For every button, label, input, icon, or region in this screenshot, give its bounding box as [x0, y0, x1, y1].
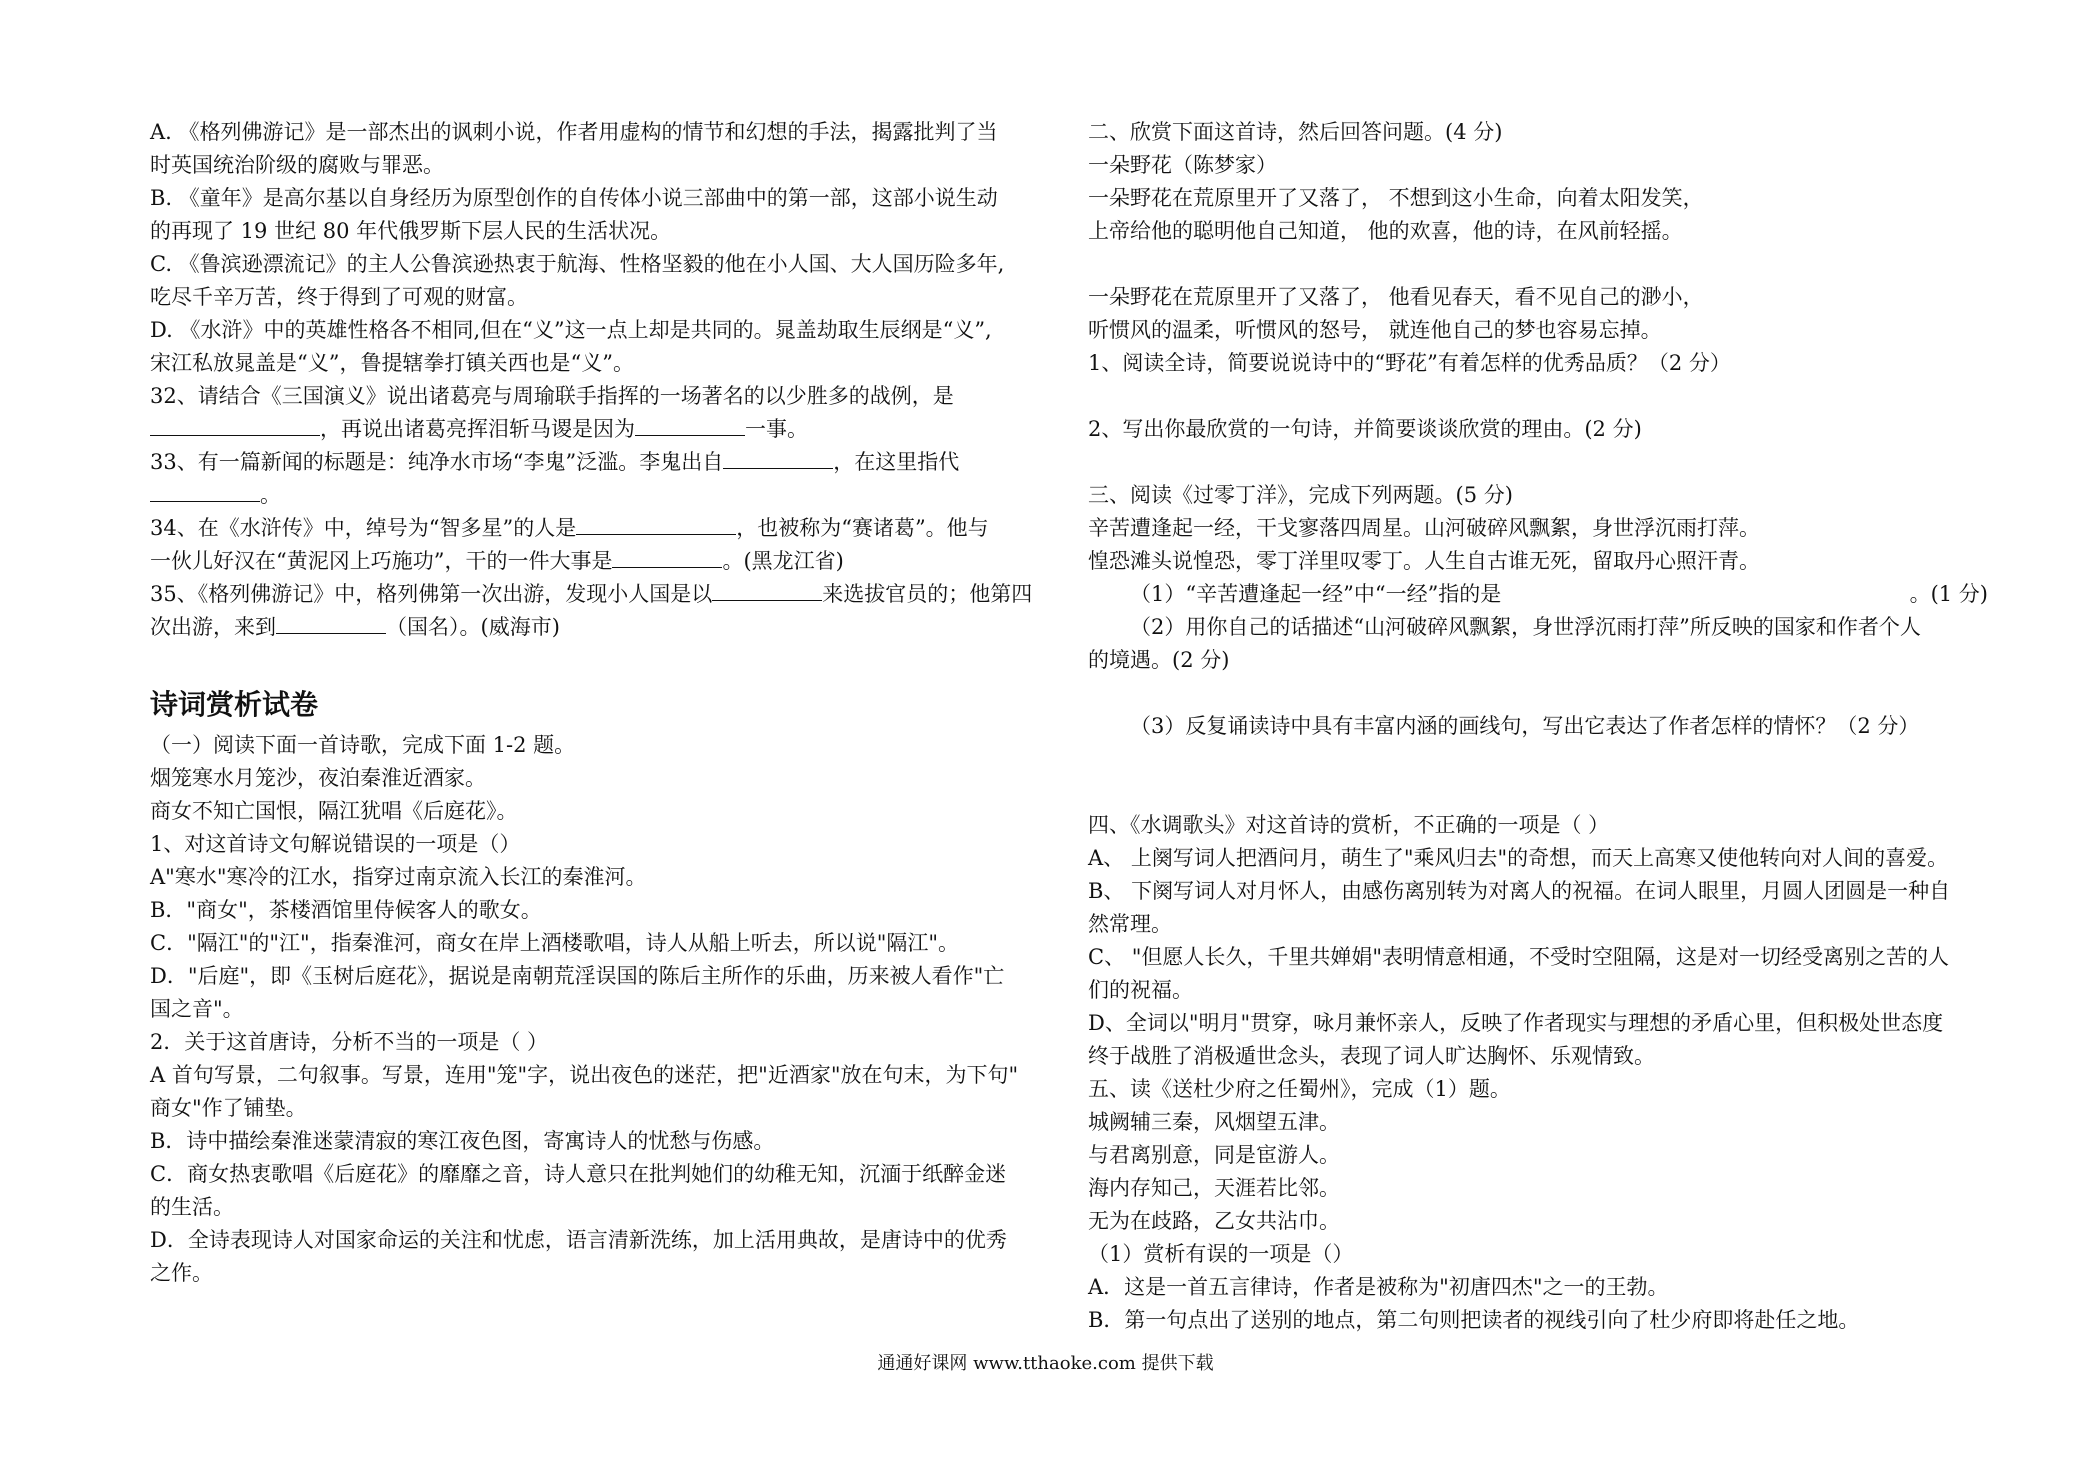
text-segment: 。(黑龙江省): [722, 549, 844, 573]
text-line: 国之音"。: [150, 997, 244, 1021]
answer-space[interactable]: [1088, 677, 1988, 710]
poem-section-4-5: [1088, 809, 1988, 1337]
answer-space[interactable]: [1088, 743, 1988, 809]
question-3-2-cont: 的境遇。(2 分): [1088, 648, 1230, 672]
question-35-line-2: [150, 611, 1040, 644]
question-32-line: [150, 413, 1040, 446]
answer-space[interactable]: [1088, 446, 1988, 479]
text-segment: 35、《格列佛游记》中，格列佛第一次出游，发现小人国是以: [150, 582, 713, 606]
text-line: 们的祝福。: [1088, 978, 1193, 1002]
text-line: C. 《鲁滨逊漂流记》的主人公鲁滨逊热衷于航海、性格坚毅的他在小人国、大人国历险多年,: [150, 252, 1005, 276]
text-segment: （1）“辛苦遭逢起一经”中“一经”指的是: [1130, 582, 1502, 606]
text-line: 吃尽千辛万苦，终于得到了可观的财富。: [150, 285, 528, 309]
question-33-line-2: [150, 479, 1040, 512]
spacer: [1088, 248, 1988, 281]
poem-section-2: [1088, 116, 1988, 248]
text-line: B．"商女"，茶楼酒馆里侍候客人的歌女。: [150, 898, 542, 922]
section-title: 诗词赏析试卷: [150, 688, 319, 721]
text-line: A. 《格列佛游记》是一部杰出的讽刺小说，作者用虚构的情节和幻想的手法，揭露批判了当: [150, 120, 998, 144]
text-line: 的生活。: [150, 1195, 234, 1219]
text-line: 终于战胜了消极遁世念头，表现了词人旷达胸怀、乐观情致。: [1088, 1044, 1655, 1068]
text-line: 商女"作了铺垫。: [150, 1096, 307, 1120]
text-line: D．全诗表现诗人对国家命运的关注和忧虑，语言清新洗练，加上活用典故，是唐诗中的优秀: [150, 1228, 1007, 1252]
question-34-line: [150, 512, 1040, 545]
text-segment: 。(1 分): [1909, 582, 1988, 606]
text-line: 一朵野花（陈梦家）: [1088, 153, 1277, 177]
text-line: D．"后庭"，即《玉树后庭花》，据说是南朝荒淫误国的陈后主所作的乐曲，历来被人看作"亡: [150, 964, 1005, 988]
poem-section-2-cont: [1088, 281, 1988, 380]
text-line: 宋江私放晁盖是“义”，鲁提辖拳打镇关西也是“义”。: [150, 351, 634, 375]
left-bottom-block: [150, 729, 1040, 1290]
text-line: 烟笼寒水月笼沙，夜泊秦淮近酒家。: [150, 766, 486, 790]
text-line: D. 《水浒》中的英雄性格各不相同,但在“义”这一点上却是共同的。晁盖劫取生辰纲是“义”,: [150, 318, 992, 342]
text-line: 无为在歧路，乙女共沾巾。: [1088, 1209, 1340, 1233]
text-segment: ，也被称为“赛诸葛”。他与: [736, 516, 989, 540]
text-line: 的再现了 19 世纪 80 年代俄罗斯下层人民的生活状况。: [150, 219, 672, 243]
answer-blank[interactable]: [612, 545, 722, 568]
left-top-block: [150, 116, 1040, 413]
text-line: A．这是一首五言律诗，作者是被称为"初唐四杰"之一的王勃。: [1088, 1275, 1669, 1299]
text-segment: 一事。: [745, 417, 808, 441]
text-line: 然常理。: [1088, 912, 1172, 936]
answer-blank[interactable]: [276, 611, 386, 634]
question-line: 2、写出你最欣赏的一句诗，并简要谈谈欣赏的理由。(2 分): [1088, 417, 1642, 441]
text-line: B. 《童年》是高尔基以自身经历为原型创作的自传体小说三部曲中的第一部，这部小说生动: [150, 186, 998, 210]
question-3-2: （2）用你自己的话描述“山河破碎风飘絮，身世浮沉雨打萍”所反映的国家和作者个人: [1130, 615, 1921, 639]
text-segment: 一伙儿好汉在“黄泥冈上巧施功”，干的一件大事是: [150, 549, 613, 573]
text-line: 与君离别意，同是宦游人。: [1088, 1143, 1340, 1167]
text-segment: 33、有一篇新闻的标题是：纯净水市场“李鬼”泛滥。李鬼出自: [150, 450, 724, 474]
text-line: 时英国统治阶级的腐败与罪恶。: [150, 153, 444, 177]
answer-blank[interactable]: [150, 479, 260, 502]
answer-blank[interactable]: [712, 578, 822, 601]
text-line: 一朵野花在荒原里开了又落了， 他看见春天，看不见自己的渺小，: [1088, 285, 1704, 309]
right-column: [1088, 116, 1988, 1337]
text-line: 城阙辅三秦，风烟望五津。: [1088, 1110, 1340, 1134]
text-line: B．第一句点出了送别的地点，第二句则把读者的视线引向了杜少府即将赴任之地。: [1088, 1308, 1860, 1332]
left-column: [150, 116, 1040, 1290]
text-segment: （国名）。(威海市): [386, 615, 560, 639]
text-line: 2．关于这首唐诗，分析不当的一项是（ ）: [150, 1030, 549, 1054]
question-34-line-2: [150, 545, 1040, 578]
text-segment: 次出游，来到: [150, 615, 276, 639]
text-line: C．"隔江"的"江"，指秦淮河，商女在岸上酒楼歌唱，诗人从船上听去，所以说"隔江"。: [150, 931, 960, 955]
text-line: 商女不知亡国恨，隔江犹唱《后庭花》。: [150, 799, 518, 823]
text-line: 1、对这首诗文句解说错误的一项是（）: [150, 832, 521, 856]
text-line: 辛苦遭逢起一经，干戈寥落四周星。山河破碎风飘絮，身世浮沉雨打萍。: [1088, 516, 1760, 540]
text-line: B、 下阕写词人对月怀人，由感伤离别转为对离人的祝福。在词人眼里，月圆人团圆是一种自: [1088, 879, 1951, 903]
text-line: C、 "但愿人长久，千里共婵娟"表明情意相通，不受时空阻隔，这是对一切经受离别之苦的人: [1088, 945, 1950, 969]
text-line: 上帝给他的聪明他自己知道， 他的欢喜，他的诗，在风前轻摇。: [1088, 219, 1683, 243]
text-line: B．诗中描绘秦淮迷蒙清寂的寒江夜色图，寄寓诗人的忧愁与伤感。: [150, 1129, 775, 1153]
text-line: 三、阅读《过零丁洋》，完成下列两题。(5 分): [1088, 483, 1513, 507]
text-line: 五、读《送杜少府之任蜀州》，完成（1）题。: [1088, 1077, 1511, 1101]
text-line: 之作。: [150, 1261, 213, 1285]
text-line: 32、请结合《三国演义》说出诸葛亮与周瑜联手指挥的一场著名的以少胜多的战例，是: [150, 384, 954, 408]
text-line: 四、《水调歌头》对这首诗的赏析，不正确的一项是（ ）: [1088, 813, 1610, 837]
text-segment: 。: [260, 483, 281, 507]
text-line: 惶恐滩头说惶恐，零丁洋里叹零丁。人生自古谁无死，留取丹心照汗青。: [1088, 549, 1760, 573]
answer-blank[interactable]: [723, 446, 833, 469]
text-line: 听惯风的温柔，听惯风的怒号， 就连他自己的梦也容易忘掉。: [1088, 318, 1662, 342]
answer-blank[interactable]: [576, 512, 736, 535]
text-line: 一朵野花在荒原里开了又落了， 不想到这小生命，向着太阳发笑，: [1088, 186, 1704, 210]
answer-space[interactable]: [1088, 380, 1988, 413]
text-segment: ，再说出诸葛亮挥泪斩马谡是因为: [320, 417, 635, 441]
question-3-3: （3）反复诵读诗中具有丰富内涵的画线句，写出它表达了作者怎样的情怀？（2 分）: [1130, 714, 1920, 738]
text-line: A"寒水"寒冷的江水，指穿过南京流入长江的秦淮河。: [150, 865, 647, 889]
text-line: A、 上阕写词人把酒问月，萌生了"乘风归去"的奇想，而天上高寒又使他转向对人间的喜爱。: [1088, 846, 1949, 870]
question-33-line: [150, 446, 1040, 479]
question-3-1: [1088, 578, 1988, 611]
text-line: 二、欣赏下面这首诗，然后回答问题。(4 分): [1088, 120, 1503, 144]
answer-blank[interactable]: [635, 413, 745, 436]
text-line: 海内存知己，天涯若比邻。: [1088, 1176, 1340, 1200]
page-footer: 通通好课网 www.tthaoke.com 提供下载: [877, 1353, 1214, 1374]
answer-blank[interactable]: [150, 413, 320, 436]
poem-section-3: [1088, 479, 1988, 578]
text-line: D、全词以"明月"贯穿，咏月兼怀亲人，反映了作者现实与理想的矛盾心里，但积极处世态度: [1088, 1011, 1944, 1035]
text-line: 1、阅读全诗，简要说说诗中的“野花”有着怎样的优秀品质？（2 分）: [1088, 351, 1731, 375]
text-line: （1）赏析有误的一项是（）: [1088, 1242, 1354, 1266]
text-segment: ，在这里指代: [833, 450, 960, 474]
spacer: [150, 644, 1040, 677]
text-line: C．商女热衷歌唱《后庭花》的靡靡之音，诗人意只在批判她们的幼稚无知，沉湎于纸醉金迷: [150, 1162, 1007, 1186]
text-line: A 首句写景，二句叙事。写景，连用"笼"字，说出夜色的迷茫，把"近酒家"放在句末，为下句": [150, 1063, 1019, 1087]
question-35-line: [150, 578, 1040, 611]
text-segment: 34、在《水浒传》中，绰号为“智多星”的人是: [150, 516, 577, 540]
text-segment: 来选拔官员的；他第四: [822, 582, 1033, 606]
text-line: （一）阅读下面一首诗歌，完成下面 1-2 题。: [150, 733, 576, 757]
